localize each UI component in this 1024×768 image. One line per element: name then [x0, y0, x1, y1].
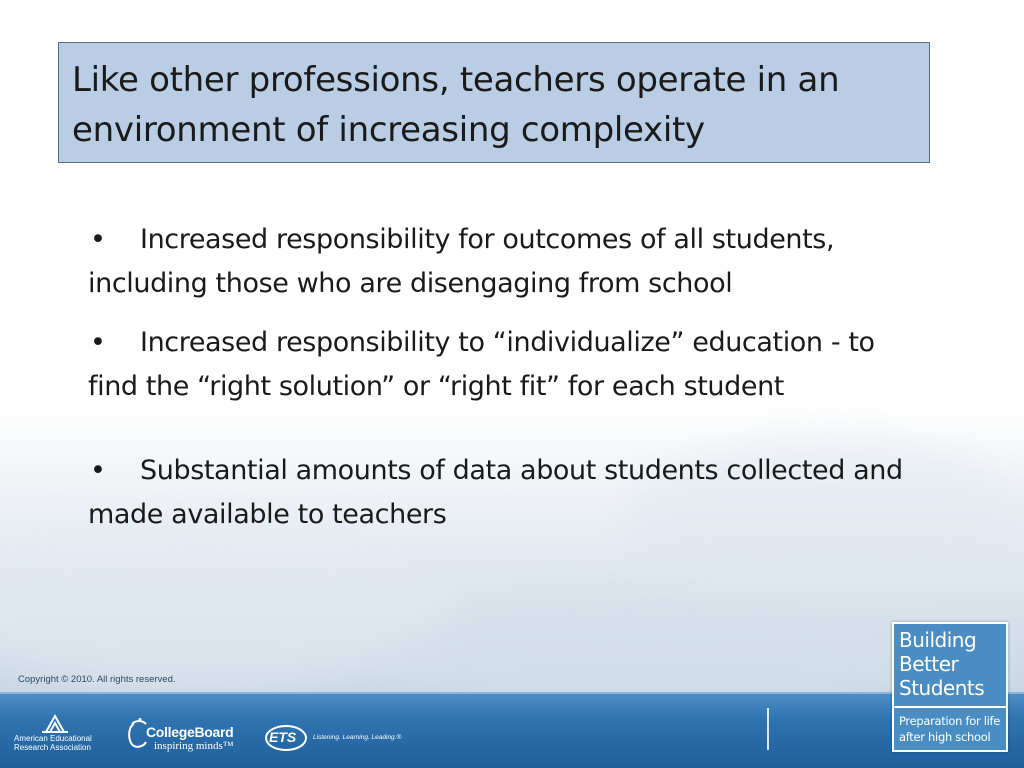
- badge-title: Building Better Students: [899, 628, 985, 700]
- bullet-text: Increased responsibility for outcomes of all students, including those who are disengaging from school: [88, 224, 835, 299]
- badge-subtitle: Preparation for life after high school: [899, 714, 1001, 744]
- bullet-item: [88, 218, 928, 306]
- collegeboard-name: CollegeBoard: [146, 724, 234, 740]
- ets-name: ETS: [269, 729, 297, 745]
- bullet-list: [88, 218, 928, 537]
- ets-tagline: Listening. Learning. Leading.®: [313, 734, 402, 741]
- building-better-students-badge: [892, 622, 1008, 752]
- slide-title: Like other professions, teachers operate in an environment of increasing complexity: [72, 60, 840, 150]
- bullet-text: Substantial amounts of data about students collected and made available to teachers: [88, 455, 903, 530]
- bullet-text: Increased responsibility to “individualize” education - to find the “right solution” or “right fit” for each student: [88, 327, 875, 402]
- title-box: [58, 42, 930, 163]
- bullet-dot-icon: •: [90, 224, 106, 255]
- footer-divider: [767, 708, 769, 750]
- bullet-item: [88, 321, 928, 409]
- bullet-item: [88, 449, 928, 537]
- copyright-notice: Copyright © 2010. All rights reserved.: [18, 674, 176, 685]
- bullet-dot-icon: •: [90, 455, 106, 486]
- badge-separator: [894, 706, 1006, 708]
- bullet-dot-icon: •: [90, 327, 106, 358]
- aera-name: American Educational Research Association: [14, 734, 92, 752]
- collegeboard-tagline: inspiring minds™: [154, 740, 234, 752]
